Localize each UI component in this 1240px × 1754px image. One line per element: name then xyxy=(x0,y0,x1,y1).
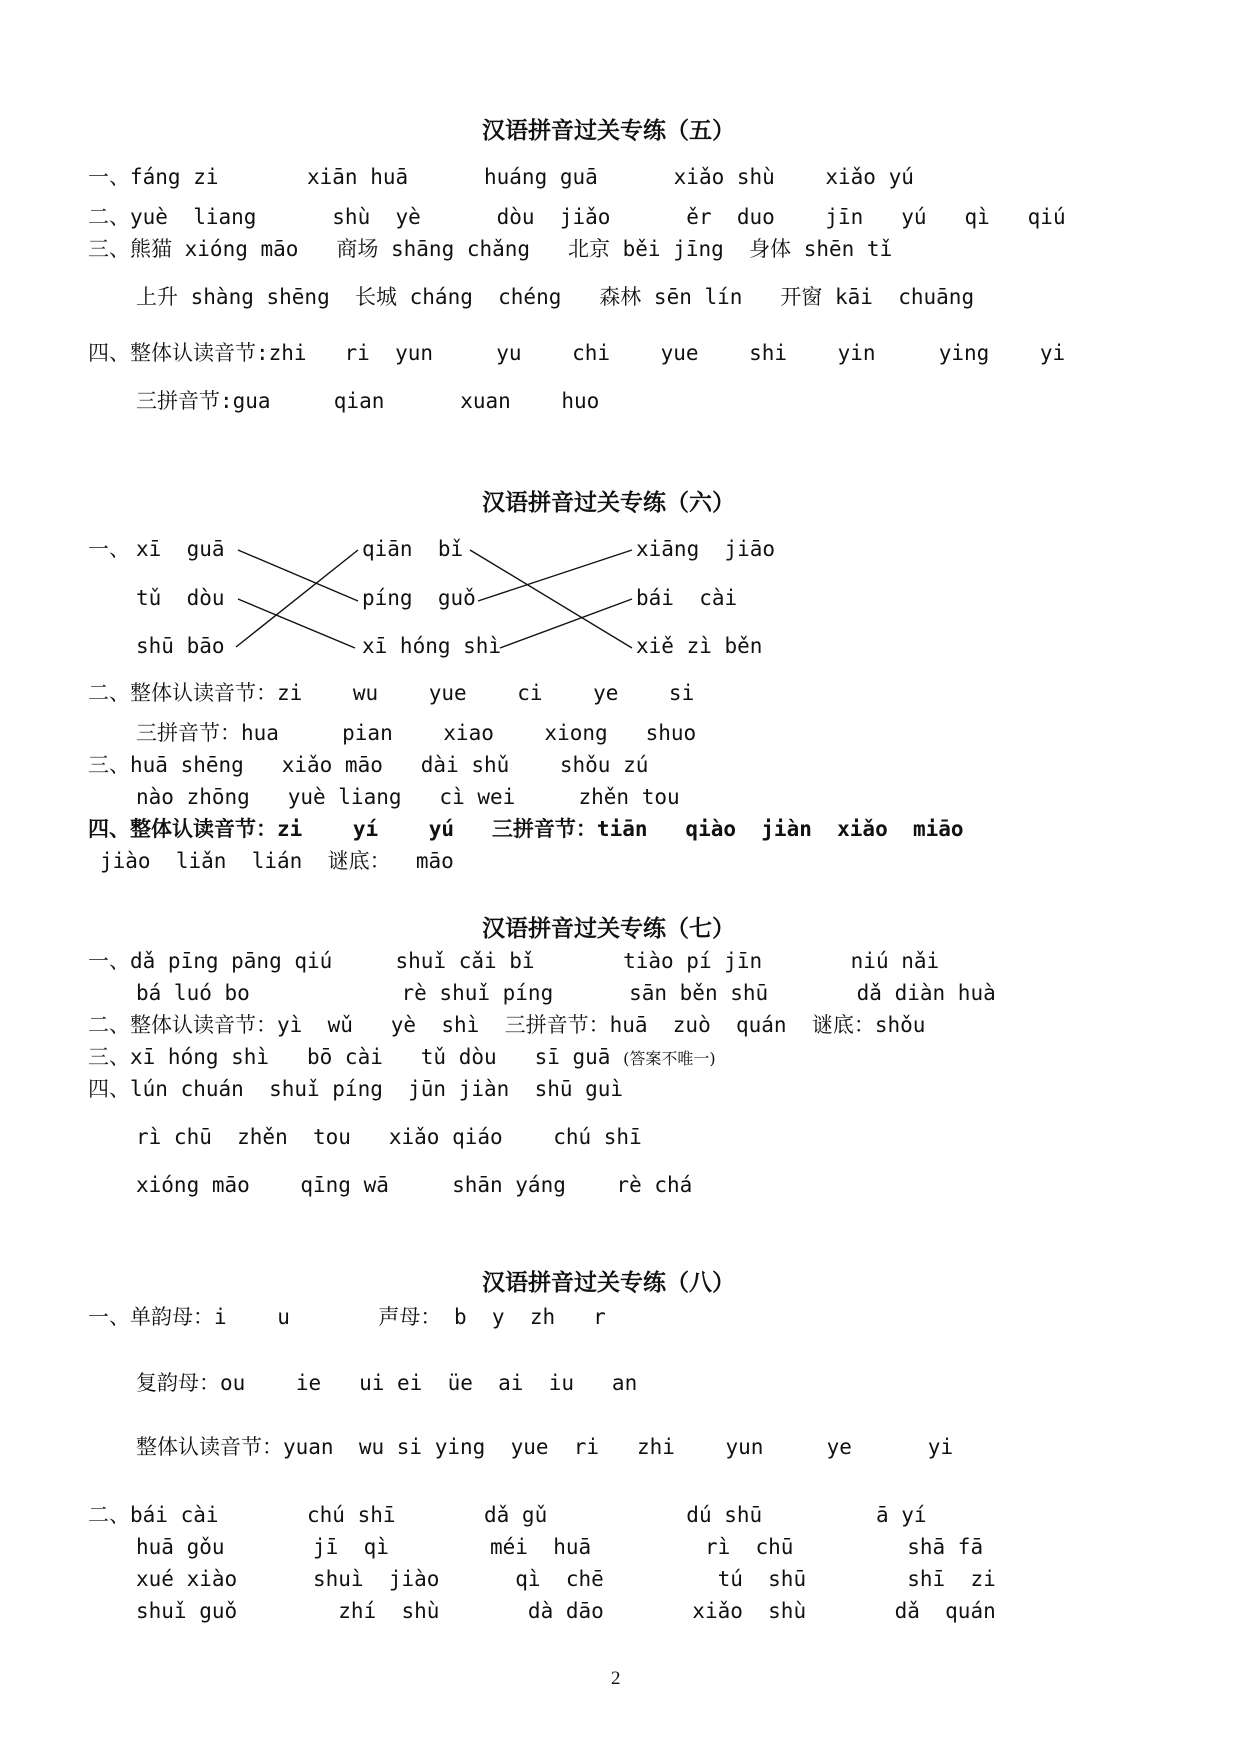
s7-line-3: 二、整体认读音节：yì wǔ yè shì 三拼音节：huā zuò quán 谜底：shǒu xyxy=(88,1013,926,1037)
s5-line-5: 四、整体认读音节:zhi ri yun yu chi yue shi yin ying yi xyxy=(88,341,1066,365)
s8-line-6: xué xiào shuì jiào qì chē tú shū shī zi xyxy=(136,1567,996,1591)
match-right-2: bái cài xyxy=(636,586,738,610)
match-middle-1: qiān bǐ xyxy=(362,537,464,561)
s6-line-3: 三、huā shēng xiǎo māo dài shǔ shǒu zú xyxy=(88,753,649,777)
s7-line-1: 一、dǎ pīng pāng qiú shuǐ cǎi bǐ tiào pí jīn niú nǎi xyxy=(88,949,940,973)
section-title-8: 汉语拼音过关专练（八） xyxy=(482,1269,735,1296)
s6-line-2: 三拼音节：hua pian xiao xiong shuo xyxy=(136,721,697,745)
section-title-7: 汉语拼音过关专练（七） xyxy=(482,915,735,942)
match-left-1: xī guā xyxy=(136,537,225,561)
s6-line-4: nào zhōng yuè liang cì wei zhěn tou xyxy=(136,785,680,809)
match-middle-2: píng guǒ xyxy=(362,586,476,610)
s6-line-6: jiào liǎn lián 谜底： māo xyxy=(100,849,454,873)
matching-lines xyxy=(0,0,1240,700)
s8-line-4: 二、bái cài chú shī dǎ gǔ dú shū ā yí xyxy=(88,1503,927,1527)
s5-line-3: 三、熊猫 xióng māo 商场 shāng chǎng 北京 běi jīng 身体 shēn tǐ xyxy=(88,237,893,261)
page-number: 2 xyxy=(611,1668,621,1689)
s6-match-label: 一、 xyxy=(88,537,130,561)
s7-line-7: xióng māo qīng wā shān yáng rè chá xyxy=(136,1173,693,1197)
match-left-3: shū bāo xyxy=(136,634,225,658)
s6-line-5: 四、整体认读音节：zi yí yú 三拼音节：tiān qiào jiàn xiǎo miāo xyxy=(88,816,964,841)
s5-line-4: 上升 shàng shēng 长城 cháng chéng 森林 sēn lín 开窗 kāi chuāng xyxy=(136,285,975,309)
match-middle-3: xī hóng shì xyxy=(362,634,502,658)
s5-line-6: 三拼音节:gua qian xuan huo xyxy=(136,389,600,413)
match-right-1: xiāng jiāo xyxy=(636,537,776,561)
s8-line-5: huā gǒu jī qì méi huā rì chū shā fā xyxy=(136,1535,984,1559)
section-title-6: 汉语拼音过关专练（六） xyxy=(482,489,735,516)
s8-line-1: 一、单韵母：i u 声母： b y zh r xyxy=(88,1305,606,1329)
s7-line-4: 三、xī hóng shì bō cài tǔ dòu sī guā (答案不唯一) xyxy=(88,1045,716,1069)
match-left-2: tǔ dòu xyxy=(136,586,225,610)
s5-line-2: 二、yuè liang shù yè dòu jiǎo ěr duo jīn yú qì qiú xyxy=(88,205,1066,229)
s7-line-6: rì chū zhěn tou xiǎo qiáo chú shī xyxy=(136,1125,642,1149)
answer-note: (答案不唯一) xyxy=(623,1049,716,1068)
s8-line-7: shuǐ guǒ zhí shù dà dāo xiǎo shù dǎ quán xyxy=(136,1599,996,1623)
s8-line-2: 复韵母：ou ie ui ei üe ai iu an xyxy=(136,1371,638,1395)
match-right-3: xiě zì běn xyxy=(636,634,763,658)
s6-line-1: 二、整体认读音节：zi wu yue ci ye si xyxy=(88,681,695,705)
s7-line-5: 四、lún chuán shuǐ píng jūn jiàn shū guì xyxy=(88,1077,624,1101)
s8-line-3: 整体认读音节：yuan wu si ying yue ri zhi yun ye yi xyxy=(136,1435,954,1459)
s5-line-1: 一、fáng zi xiān huā huáng guā xiǎo shù xiǎo yú xyxy=(88,165,914,189)
s7-line-2: bá luó bo rè shuǐ píng sān běn shū dǎ diàn huà xyxy=(136,981,996,1005)
section-title-5: 汉语拼音过关专练（五） xyxy=(482,117,735,144)
